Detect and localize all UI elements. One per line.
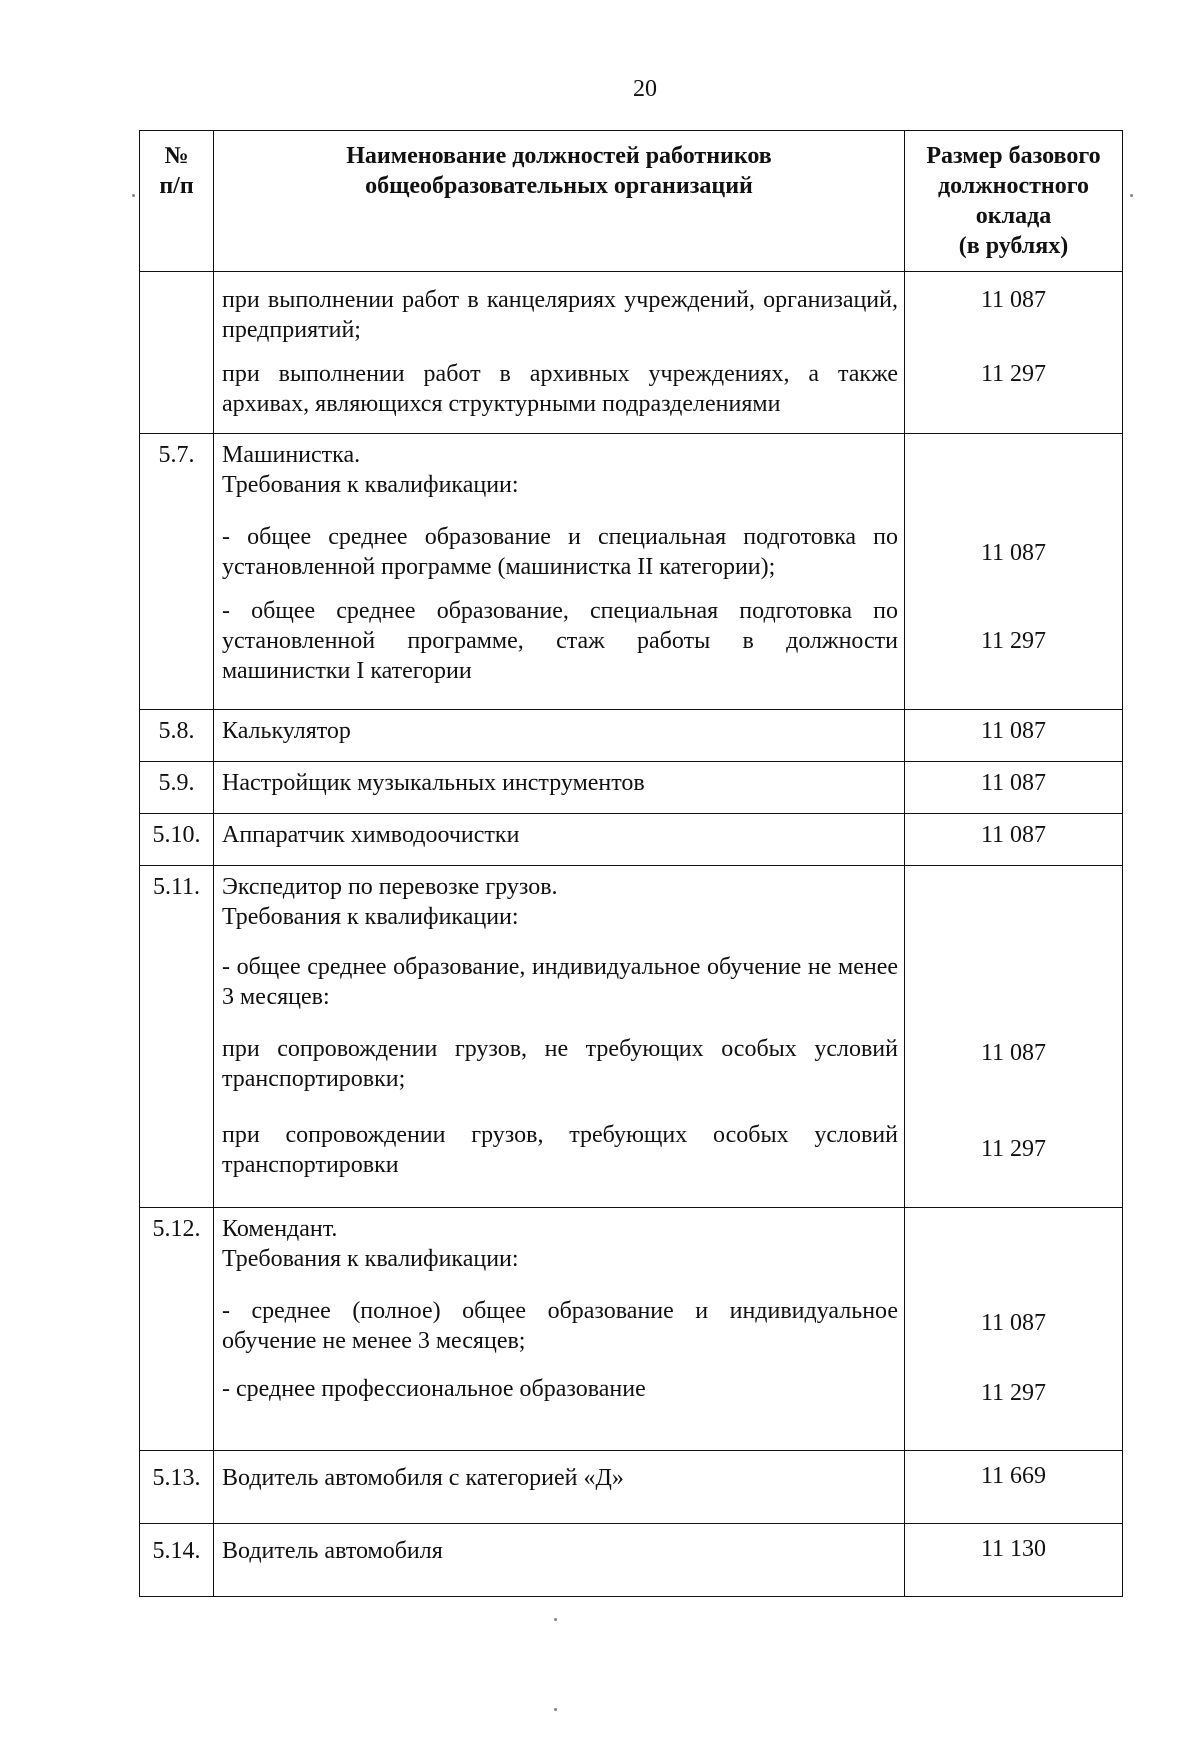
row-salary (905, 434, 1123, 710)
row-number: 5.12. (140, 1208, 214, 1451)
scan-speck (554, 1618, 557, 1621)
row-number: 5.8. (140, 710, 214, 762)
row-title: Аппаратчик химводоочистки (222, 822, 520, 848)
salary-value: 11 087 (980, 1310, 1047, 1336)
header-number: № п/п (140, 131, 214, 272)
row-salary: 11 087 (905, 814, 1123, 866)
row-text: при сопровождении грузов, не требующих особых условий транспортировки; (222, 1036, 898, 1092)
row-position (214, 434, 905, 710)
row-number: 5.9. (140, 762, 214, 814)
row-text: при выполнении работ в архивных учреждениях, а также архивах, являющихся структурными подразделениями (222, 361, 898, 417)
row-number: 5.11. (140, 866, 214, 1208)
salary-value: 11 087 (980, 540, 1047, 566)
row-number: 5.14. (140, 1524, 214, 1597)
row-intro: - общее среднее образование, индивидуальное обучение не менее 3 месяцев: (222, 954, 898, 1010)
row-requirements: Требования к квалификации: (222, 472, 519, 498)
row-number: 5.10. (140, 814, 214, 866)
table-row (140, 272, 1123, 434)
row-requirements: Требования к квалификации: (222, 904, 519, 930)
table-row (140, 710, 1123, 762)
row-position (214, 1524, 905, 1597)
row-position (214, 762, 905, 814)
row-title: Водитель автомобиля (222, 1538, 443, 1564)
salary-value: 11 297 (980, 361, 1047, 387)
table-row (140, 866, 1123, 1208)
table-row (140, 1524, 1123, 1597)
table-row (140, 814, 1123, 866)
row-position (214, 710, 905, 762)
table-row (140, 1208, 1123, 1451)
row-text: - общее среднее образование, специальная подготовка по установленной программе, стаж работы в должности машинистки I категории (222, 598, 898, 684)
row-salary (905, 1208, 1123, 1451)
row-number (140, 272, 214, 434)
row-title: Водитель автомобиля с категорией «Д» (222, 1465, 624, 1491)
salary-value: 11 297 (980, 1380, 1047, 1406)
salary-value: 11 087 (980, 287, 1047, 313)
row-position (214, 1208, 905, 1451)
row-salary: 11 669 (905, 1451, 1123, 1524)
row-title: Калькулятор (222, 718, 351, 744)
row-salary: 11 087 (905, 762, 1123, 814)
row-salary: 11 087 (905, 710, 1123, 762)
scan-speck (554, 1708, 557, 1711)
row-title: Экспедитор по перевозке грузов. (222, 874, 558, 900)
salary-value: 11 297 (980, 1136, 1047, 1162)
row-text: - среднее профессиональное образование (222, 1376, 646, 1402)
row-position (214, 866, 905, 1208)
table-header-row (140, 131, 1123, 272)
row-requirements: Требования к квалификации: (222, 1246, 519, 1272)
header-base-salary: Размер базового должностного оклада (в рублях) (905, 131, 1123, 272)
table-row (140, 434, 1123, 710)
row-number: 5.13. (140, 1451, 214, 1524)
salary-table (139, 130, 1123, 1597)
row-title: Машинистка. (222, 442, 361, 468)
row-title: Комендант. (222, 1216, 338, 1242)
header-position-name: Наименование должностей работников общеобразовательных организаций (214, 131, 905, 272)
row-text: при сопровождении грузов, требующих особых условий транспортировки (222, 1122, 898, 1178)
salary-value: 11 297 (980, 628, 1047, 654)
scan-speck (1130, 194, 1133, 197)
row-text: при выполнении работ в канцеляриях учреждений, организаций, предприятий; (222, 287, 898, 343)
page-number: 20 (633, 76, 657, 102)
scan-speck (132, 194, 135, 197)
row-position (214, 1451, 905, 1524)
row-position (214, 814, 905, 866)
salary-value: 11 087 (980, 1040, 1047, 1066)
row-salary: 11 130 (905, 1524, 1123, 1597)
row-position (214, 272, 905, 434)
table-row (140, 1451, 1123, 1524)
row-text: - общее среднее образование и специальная подготовка по установленной программе (машинистка II категории); (222, 524, 898, 580)
row-text: - среднее (полное) общее образование и индивидуальное обучение не менее 3 месяцев; (222, 1298, 898, 1354)
table-row (140, 762, 1123, 814)
row-number: 5.7. (140, 434, 214, 710)
row-title: Настройщик музыкальных инструментов (222, 770, 645, 796)
row-salary (905, 866, 1123, 1208)
row-salary (905, 272, 1123, 434)
